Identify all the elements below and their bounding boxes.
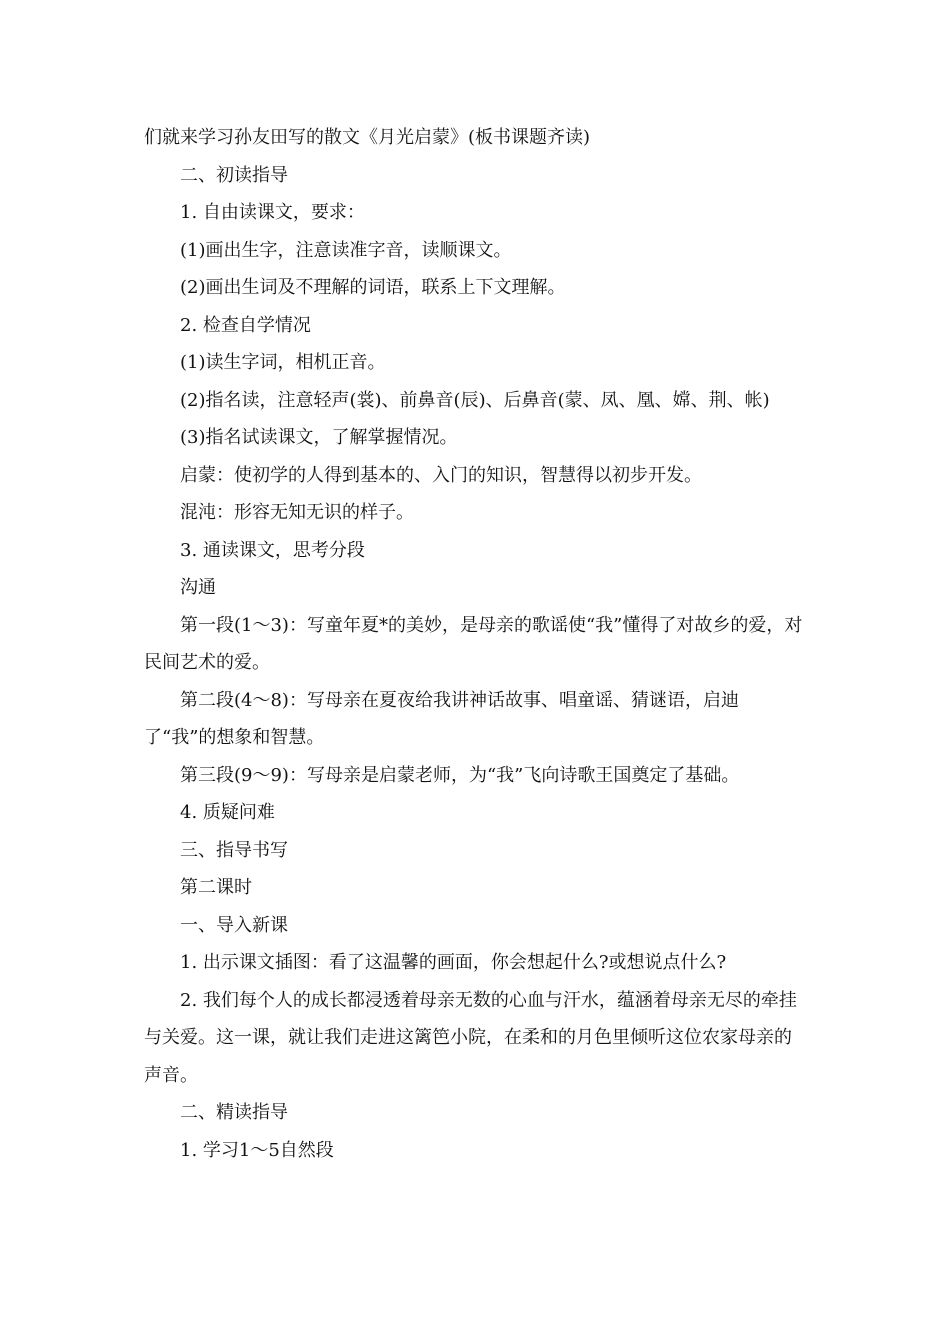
list-item: 1. 学习1～5自然段 <box>180 1139 334 1161</box>
paragraph-section-two: 第二段(4～8)：写母亲在夏夜给我讲神话故事、唱童谣、猜谜语，启迪了“我”的想象和智慧。 <box>144 689 739 748</box>
paragraph-section-one: 第一段(1～3)：写童年夏*的美妙，是母亲的歌谣使“我”懂得了对故乡的爱，对民间艺术的爱。 <box>144 614 803 673</box>
list-item: (2)指名读，注意轻声(裳)、前鼻音(辰)、后鼻音(蒙、凤、凰、嫦、荆、帐) <box>180 389 770 411</box>
list-item: (2)画出生词及不理解的词语，联系上下文理解。 <box>180 277 566 298</box>
list-item: (3)指名试读课文，了解掌握情况。 <box>180 427 458 448</box>
section-heading-intro: 一、导入新课 <box>180 914 288 936</box>
list-item: 1. 出示课文插图：看了这温馨的画面，你会想起什么?或想说点什么? <box>180 952 727 973</box>
paragraph-section-three: 第三段(9～9)：写母亲是启蒙老师，为“我”飞向诗歌王国奠定了基础。 <box>180 764 740 786</box>
section-heading-close-reading: 二、精读指导 <box>180 1102 288 1123</box>
list-item: 3. 通读课文，思考分段 <box>180 539 365 561</box>
definition: 启蒙：使初学的人得到基本的、入门的知识，智慧得以初步开发。 <box>180 464 702 486</box>
definition: 混沌：形容无知无识的样子。 <box>180 502 414 523</box>
document-body <box>144 119 809 1169</box>
list-item: 2. 我们每个人的成长都浸透着母亲无数的心血与汗水，蕴涵着母亲无尽的牵挂与关爱。这一课，就让我们走进这篱笆小院，在柔和的月色里倾听这位农家母亲的声音。 <box>144 989 797 1086</box>
list-item: (1)画出生字，注意读准字音，读顺课文。 <box>180 239 512 261</box>
list-item: 1. 自由读课文，要求： <box>180 202 365 223</box>
lesson-heading: 第二课时 <box>180 877 252 898</box>
paragraph: 沟通 <box>180 577 216 598</box>
section-heading-first-reading: 二、初读指导 <box>180 164 288 186</box>
section-heading-writing: 三、指导书写 <box>180 839 288 861</box>
list-item: (1)读生字词，相机正音。 <box>180 352 386 373</box>
paragraph-continuation: 们就来学习孙友田写的散文《月光启蒙》(板书课题齐读) <box>144 127 591 148</box>
list-item: 2. 检查自学情况 <box>180 314 311 336</box>
list-item: 4. 质疑问难 <box>180 802 275 823</box>
